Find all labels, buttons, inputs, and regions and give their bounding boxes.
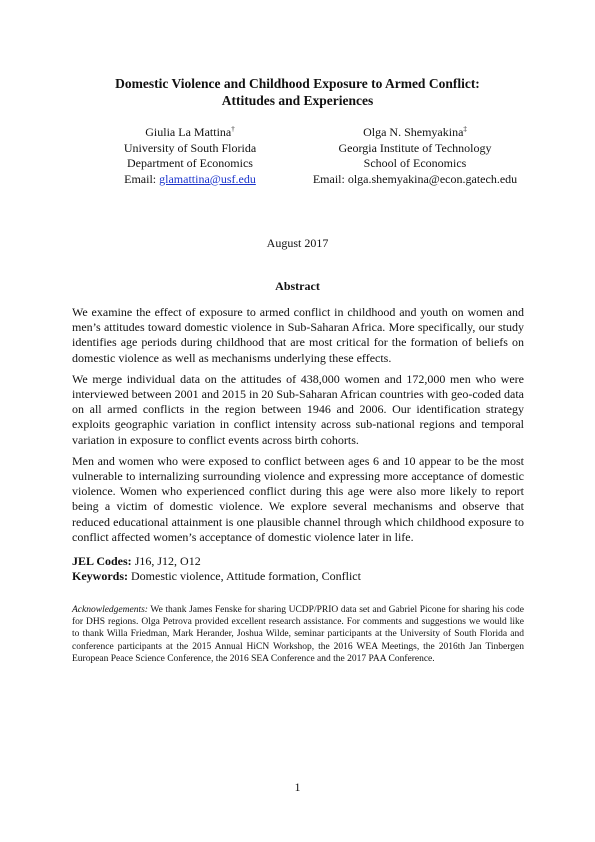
title-line-1: Domestic Violence and Childhood Exposure to Armed Conflict:	[115, 76, 480, 91]
jel-codes: JEL Codes: J16, J12, O12	[72, 554, 201, 568]
paper-title	[60, 75, 535, 109]
title-line-2: Attitudes and Experiences	[221, 93, 374, 108]
author-email: Email: olga.shemyakina@econ.gatech.edu	[312, 171, 518, 186]
abstract-paragraph: We merge individual data on the attitudes of 438,000 women and 172,000 men who were interviewed between 2001 and 2015 in 20 Sub-Saharan African countries with geo-coded data on all armed conflicts in the region between 1946 and 2006. Our identification strategy exploits geographic variation in conflict intensity across sub-national regions and temporal variation in exposure to conflict events across birth cohorts.	[72, 371, 524, 447]
abstract-heading: Abstract	[275, 279, 320, 293]
abstract-paragraph: Men and women who were exposed to conflict between ages 6 and 10 appear to be the most vulnerable to internalizing surrounding violence and expressing more acceptance of domestic violence. Women who experienced conflict during this age were also more likely to report being a victim of domestic violence. We explore several mechanisms and observe that reduced educational attainment is one plausible channel through which childhood exposure to conflict affected women’s acceptance of domestic violence later in life.	[72, 453, 524, 544]
paper-date: August 2017	[266, 236, 329, 250]
keywords: Keywords: Domestic violence, Attitude formation, Conflict	[72, 569, 361, 584]
author-affiliation: Georgia Institute of Technology	[338, 140, 492, 155]
email-link[interactable]: glamattina@usf.edu	[159, 171, 256, 186]
author-department: School of Economics	[363, 156, 467, 170]
author-affiliation: University of South Florida	[123, 140, 257, 155]
page-number: 1	[294, 780, 301, 794]
author-email: Email: glamattina@usf.edu	[124, 171, 256, 186]
ack-text: We thank James Fenske for sharing UCDP/PRIO data set and Gabriel Picone for sharing his code for DHS regions. Olga Petrova provided excellent research assistance. For comments and suggestions we would like to thank Willa Friedman, Mark Herander, Joshua Wilde, seminar participants at the University of South Florida and conference participants at the 2015 Annual HiCN Workshop, the 2016 WEA Meetings, the 2016th Jan Tinbergen European Peace Science Conference, the 2016 SEA Conference and the 2017 PAA Conference.	[72, 605, 524, 664]
author-name: Olga N. Shemyakina‡	[363, 125, 467, 139]
abstract-paragraph: We examine the effect of exposure to armed conflict in childhood and youth on women and men’s attitudes toward domestic violence in Sub-Saharan Africa. More specifically, our study identifies age periods during childhood that are most critical for the formation of beliefs on domestic violence as well as mechanisms underlying these effects.	[72, 305, 524, 365]
codes-block	[72, 554, 361, 584]
footnote-mark: ‡	[463, 125, 467, 133]
author-block-2	[295, 125, 535, 187]
author-name: Giulia La Mattina†	[145, 125, 235, 139]
author-department: Department of Economics	[127, 156, 253, 170]
abstract-body	[72, 305, 524, 551]
ack-label: Acknowledgements:	[72, 605, 148, 615]
acknowledgements	[72, 604, 524, 665]
footnote-mark: †	[231, 125, 235, 133]
author-block-1	[90, 125, 290, 187]
